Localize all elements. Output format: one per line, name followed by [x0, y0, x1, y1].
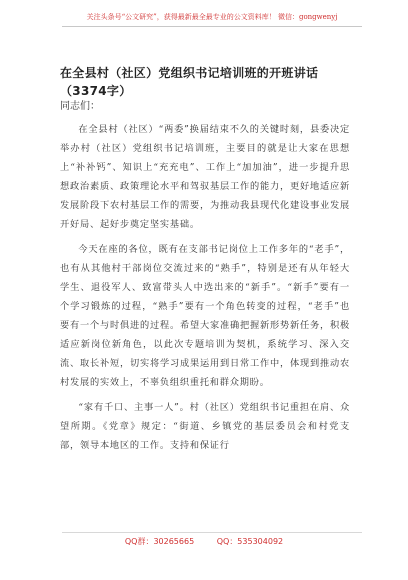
paragraph-3: “家有千口、主事一人”。村（社区）党组织书记重担在肩、众望所期。《党章》规定：“街道、乡镇党的基层委员会和村党支部，领导本地区的工作。支持和保证行 — [60, 402, 350, 451]
footer-qq-group: QQ群：30265665 — [124, 537, 195, 546]
salutation: 同志们： — [60, 101, 100, 112]
footer-divider — [62, 532, 362, 533]
header-promo-note: 关注头条号“公文研究”，获得最新最全最专业的公文资料库！ 微信：gongwenyj — [86, 13, 338, 21]
paragraph-1: 在全县村（社区）“两委”换届结束不久的关键时刻，县委决定举办村（社区）党组织书记培训班，主要目的就是让大家在思想上“补补钙”、知识上“充充电”、工作上“加加油”，进一步提升思想政治素质、政策理论水平和驾驭基层工作的能力，更好地适应新发展阶段下农村基层工作的需要，为推动我县现代化建设事业发展开好局、起好步奠定坚实基础。 — [60, 124, 350, 230]
footer-qq: QQ：535304092 — [216, 537, 284, 546]
header-divider — [62, 26, 362, 27]
footer-contact — [0, 536, 408, 548]
document-title: 在全县村（社区）党组织书记培训班的开班讲话（3374字） — [60, 66, 319, 98]
paragraph-2: 今天在座的各位，既有在支部书记岗位上工作多年的“老手”，也有从其他村干部岗位交流过来的“熟手”，特别是还有从年轻大学生、退役军人、致富带头人中选出来的“新手”。“新手”要有一个学习锻炼的过程，“熟手”要有一个角色转变的过程，“老手”也要有一个与时俱进的过程。希望大家准确把握新形势新任务，积极适应新岗位新角色，以此次专题培训为契机，系统学习、深入交流、取长补短，切实将学习成果运用到日常工作中，体现到推动农村发展的实效上，不辜负组织重托和群众期盼。 — [60, 244, 350, 388]
document-body — [60, 120, 350, 461]
